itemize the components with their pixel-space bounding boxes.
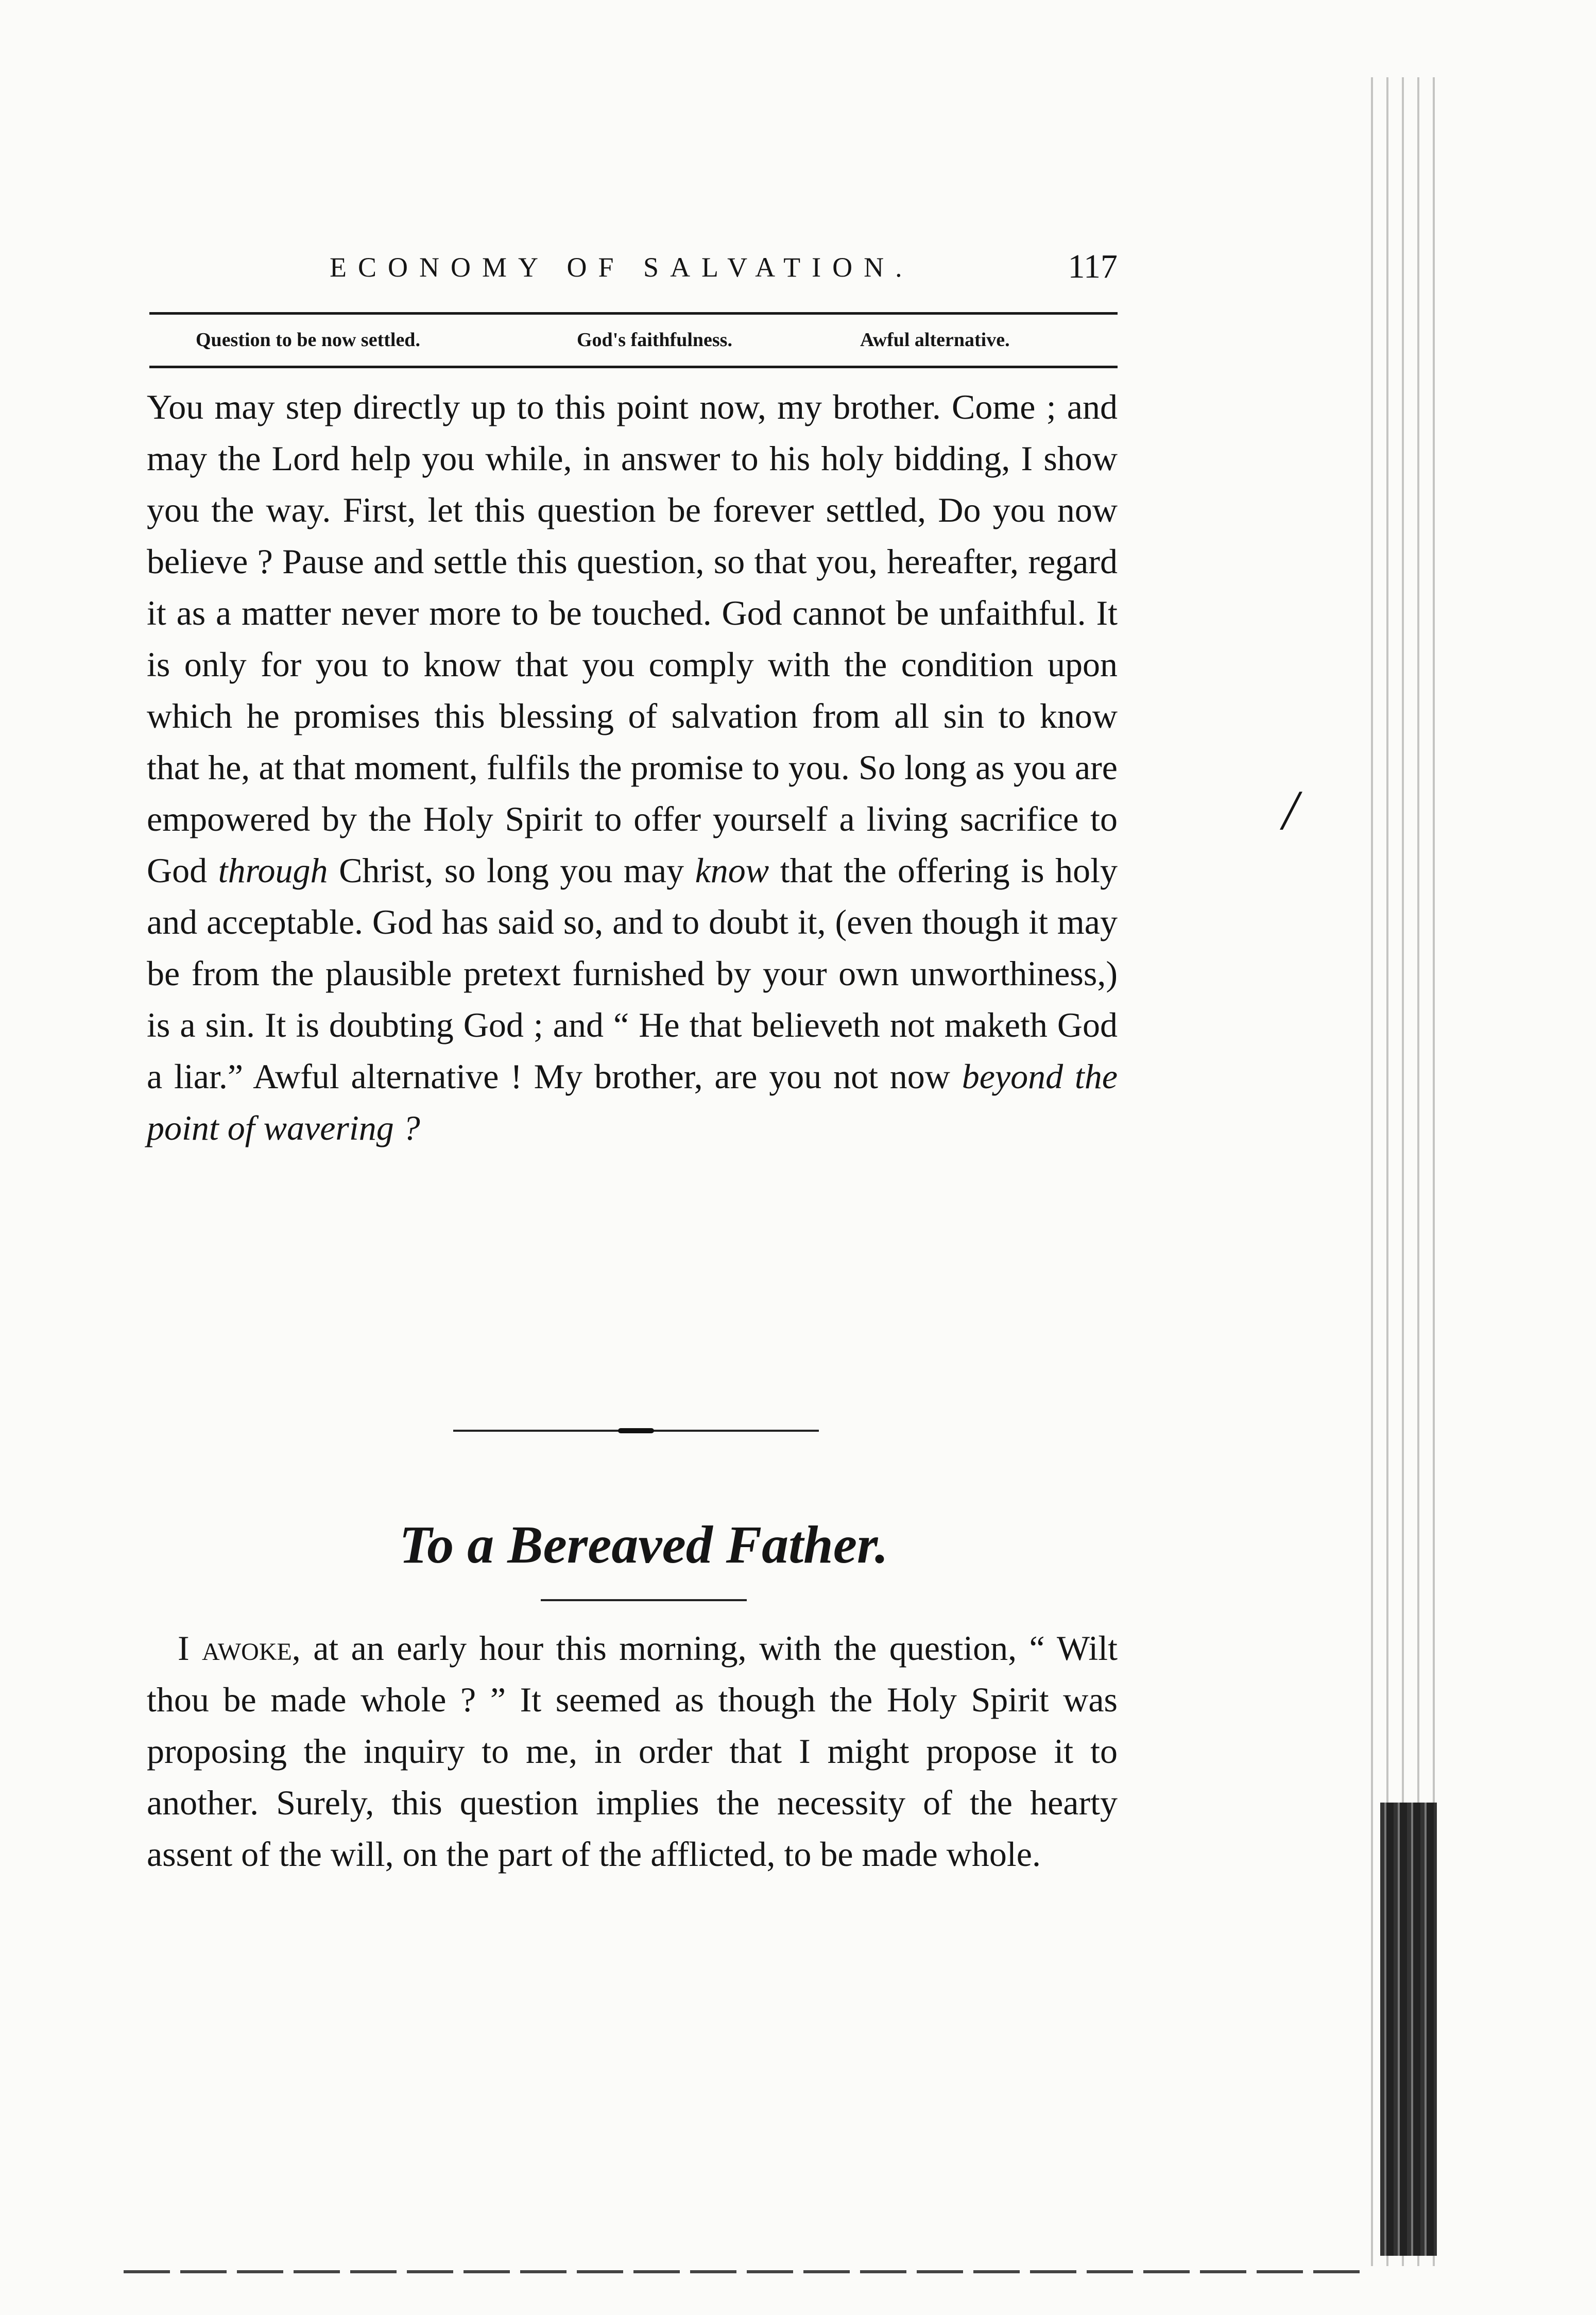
- paragraph-2-lead: I awoke,: [178, 1628, 301, 1668]
- topic-2: God's faithfulness.: [577, 329, 732, 351]
- paragraph-2-text: at an early hour this morning, with the question, “ Wilt thou be made whole ? ” It seemed as though the Holy Spirit was proposing the inquiry to me, in order that I might propose it to another. Surely, this question implies the necessity of the hearty assent of the will, on the part of the afflicted, to be made whole.: [147, 1628, 1118, 1874]
- topic-1: Question to be now settled.: [196, 329, 420, 351]
- paragraph-1-italic-1: through: [218, 851, 328, 890]
- header-rule-top: [149, 312, 1118, 315]
- running-title: ECONOMY OF SALVATION.: [330, 252, 914, 283]
- topic-3: Awful alternative.: [860, 329, 1010, 351]
- section-ornament: [453, 1428, 819, 1433]
- title-rule: [541, 1599, 747, 1601]
- margin-pen-mark: /: [1282, 779, 1298, 842]
- page-number: 117: [1068, 248, 1118, 285]
- paragraph-1: [147, 381, 1118, 1154]
- header-rule-bottom: [149, 366, 1118, 368]
- paragraph-1-italic-3: beyond the point of wavering ?: [147, 1057, 1118, 1147]
- paragraph-1-part-1: You may step directly up to this point now, my brother. Come ; and may the Lord help you while, in answer to his holy bidding, I show you the way. First, let this question be forever settled, Do you now believe ? Pause and settle this question, so that you, hereafter, regard it as a matter never more to be touched. God cannot be unfaithful. It is only for you to know that you comply with the condition upon which he promises this blessing of salvation from all sin to know that he, at that moment, fulfils the promise to you. So long as you are empowered by the Holy Spirit to offer yourself a living sacrifice to God: [147, 387, 1118, 890]
- paragraph-1-part-2: Christ, so long you may: [328, 851, 695, 890]
- bottom-rule: [124, 2270, 1370, 2273]
- paragraph-2: [147, 1622, 1118, 1880]
- topic-line: [149, 324, 1118, 355]
- paragraph-1-part-3: that the offering is holy and acceptable. God has said so, and to doubt it, (even though it may be from the plausible pretext furnished by your own unworthiness,) is a sin. It is doubting God ; and “ He that believeth not maketh God a liar.” Awful alternative ! My brother, are you not now: [147, 851, 1118, 1096]
- paragraph-1-italic-2: know: [695, 851, 769, 890]
- section-title: To a Bereaved Father.: [399, 1515, 888, 1574]
- running-head: [149, 247, 1118, 288]
- page-edge-dark: [1380, 1803, 1437, 2256]
- ornament-center: [618, 1428, 654, 1433]
